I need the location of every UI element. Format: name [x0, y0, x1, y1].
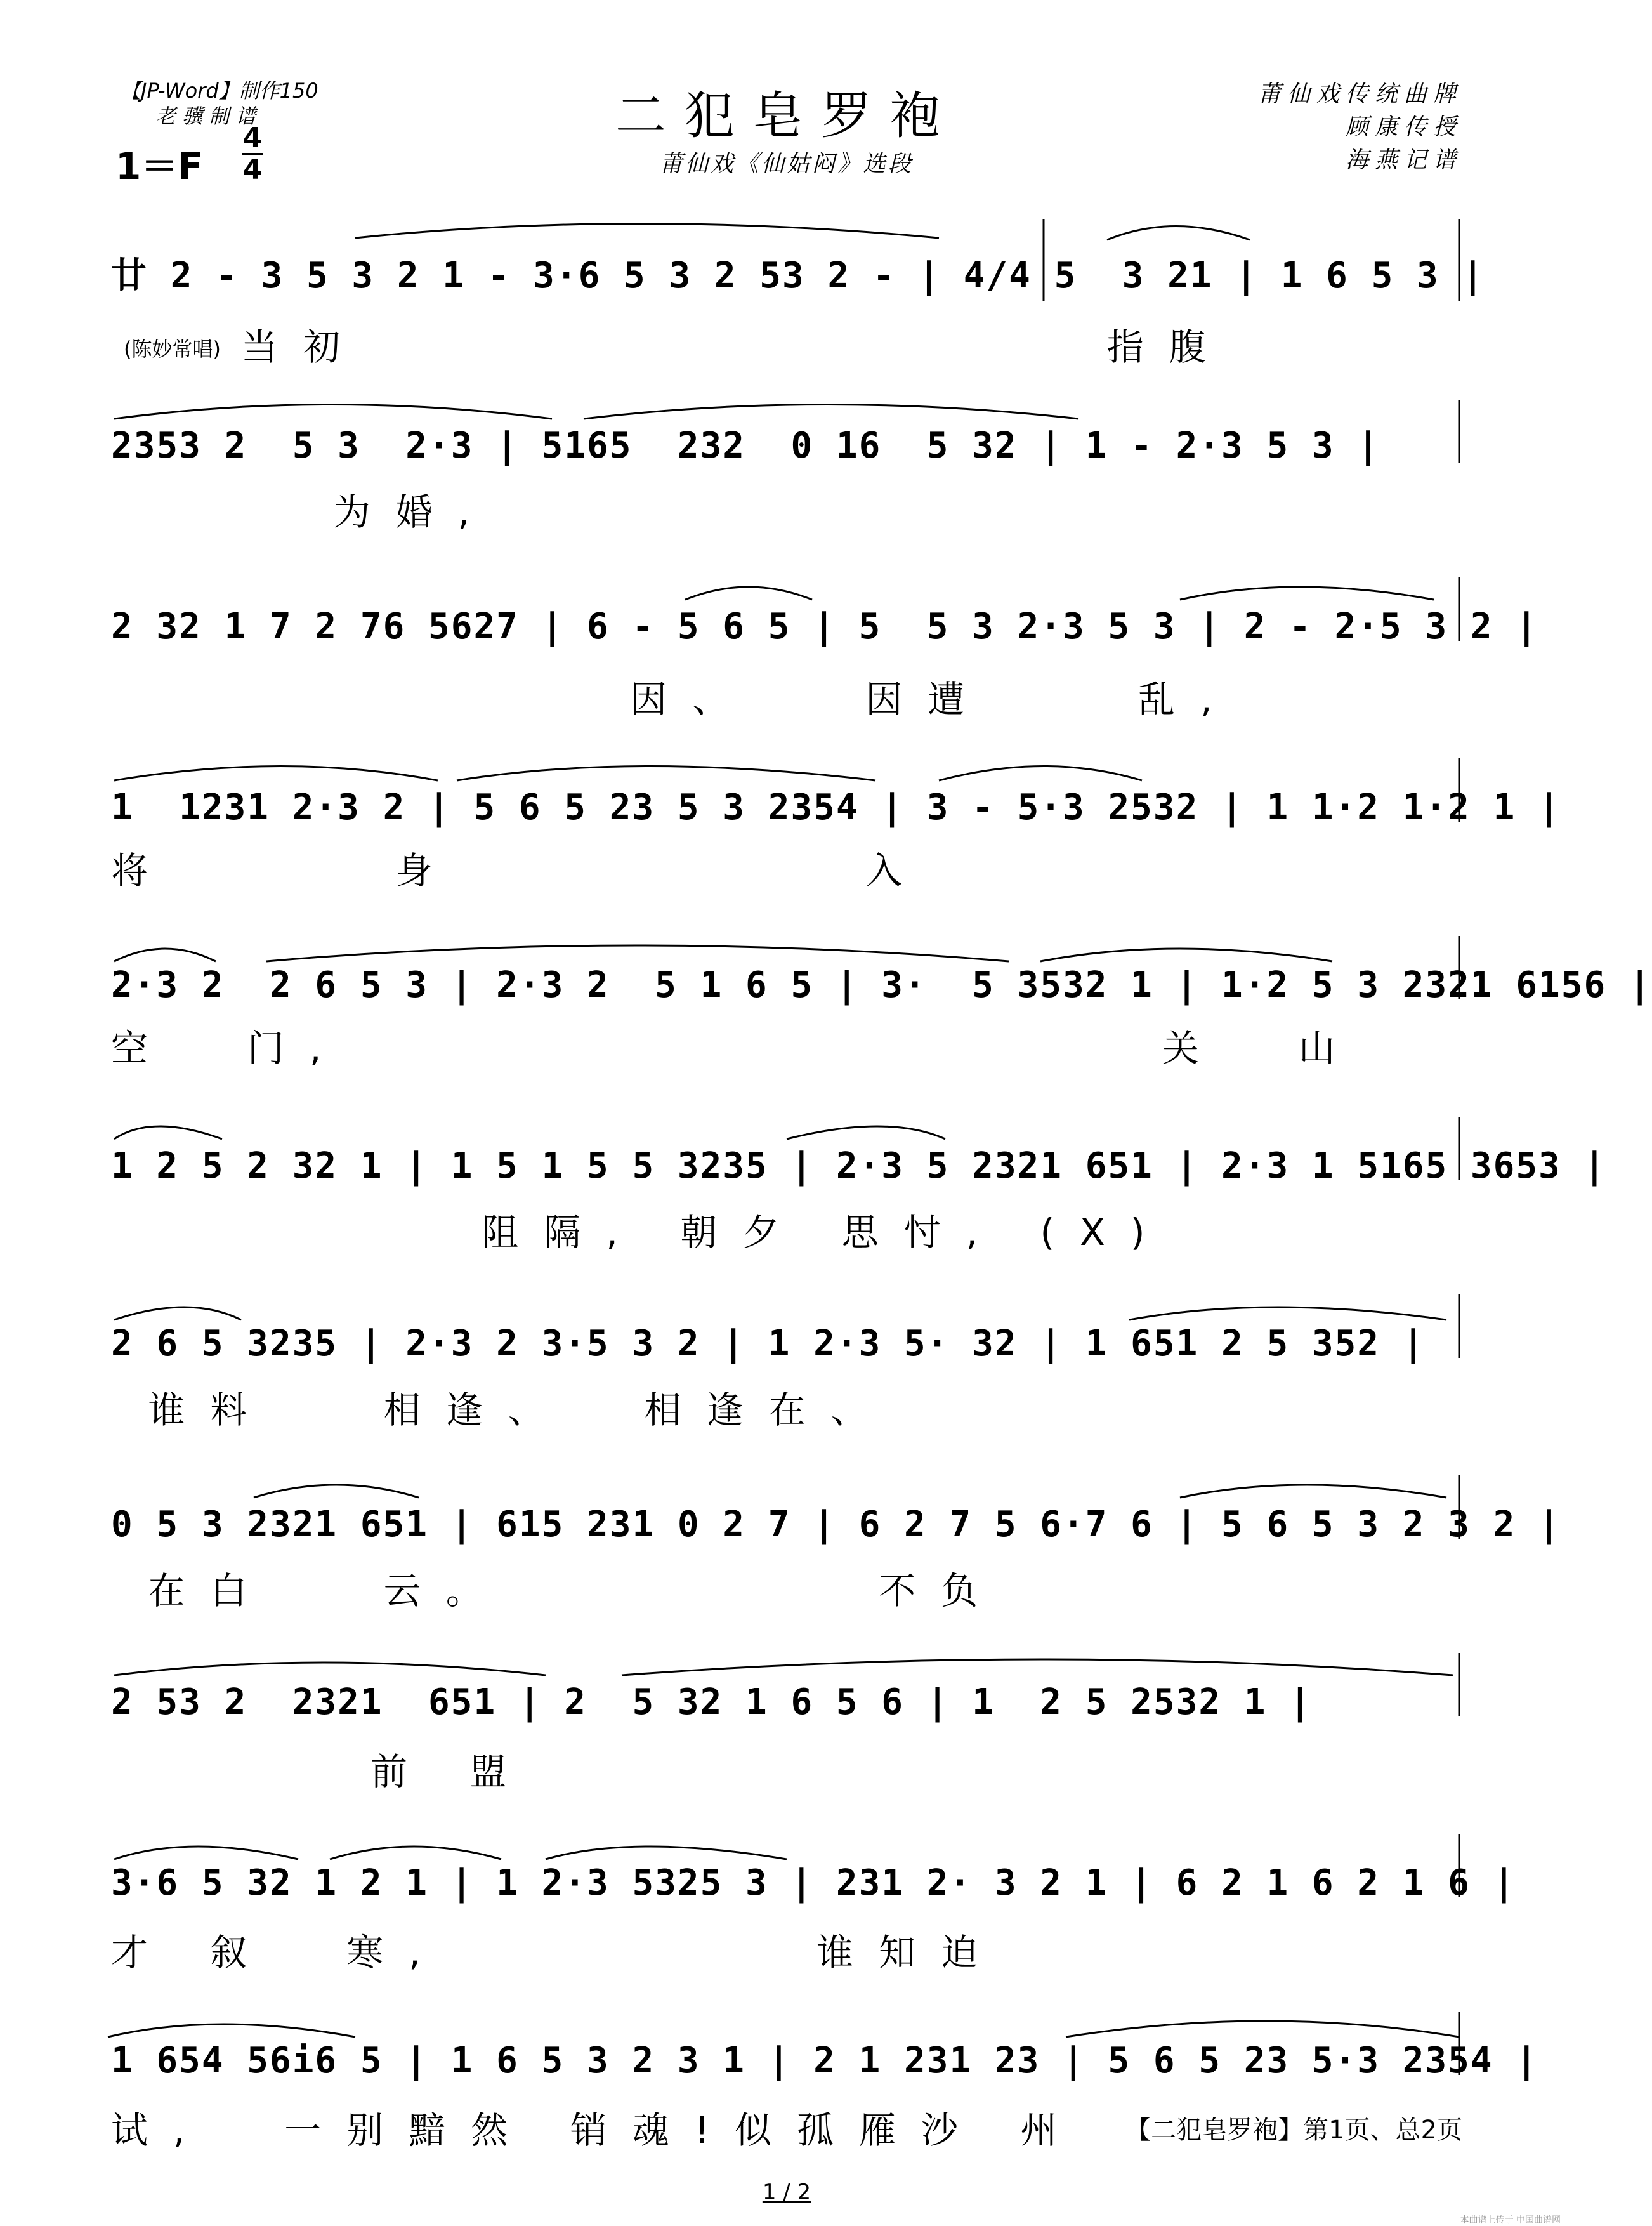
system-7-notes: 2 6 5 3235 | 2·3 2 3·5 3 2 | 1 2·3 5· 32 | 1 651 2 5 352 |	[111, 1323, 1426, 1364]
time-signature-top: 4	[242, 122, 263, 154]
system-8-notes: 0 5 3 2321 651 | 615 231 0 2 7 | 6 2 7 5 6·7 6 | 5 6 5 3 2 3 2 |	[111, 1504, 1561, 1545]
system-6-lyrics: 阻隔, 朝夕 思忖, (X)	[111, 1211, 1170, 1254]
credit-teacher: 顾康传授	[1345, 114, 1462, 140]
singer-note: (陈妙常唱)	[124, 337, 221, 361]
system-2-notes: 2353 2 5 3 2·3 | 5165 232 0 16 5 32 | 1 - 2·3 5 3 |	[111, 425, 1380, 466]
watermark: 本曲谱上传于 中国曲谱网	[1460, 2215, 1561, 2225]
tool-credit: 【JP-Word】制作150	[121, 79, 318, 103]
page-footer: 【二犯皂罗袍】第1页、总2页	[1125, 2116, 1462, 2145]
system-4-notes: 1 1231 2·3 2 | 5 6 5 23 5 3 2354 | 3 - 5·3 2532 | 1 1·2 1·2 1 |	[111, 787, 1561, 828]
system-11-lyrics: 试, 一别黯然 销魂!似孤雁沙 州	[111, 2109, 1083, 2152]
system-7-lyrics: 谁料 相逢、 相逢在、	[111, 1388, 893, 1432]
system-3-notes: 2 32 1 7 2 76 5627 | 6 - 5 6 5 | 5 5 3 2·3 5 3 | 2 - 2·5 3 2 |	[111, 606, 1539, 647]
page-title: 二犯皂罗袍	[615, 86, 958, 145]
system-3-lyrics: 因、 因遭 乱,	[111, 678, 1238, 721]
system-9-notes: 2 53 2 2321 651 | 2 5 32 1 6 5 6 | 1 2 5 2532 1 |	[111, 1682, 1312, 1723]
system-2-lyrics: 为婚,	[111, 491, 495, 534]
system-4-lyrics: 将 身 入	[111, 849, 928, 892]
page-number-text: 1 / 2	[762, 2180, 811, 2205]
credit-notation: 海燕记谱	[1345, 147, 1462, 173]
system-9-lyrics: 前 盟	[111, 1750, 532, 1793]
system-8-lyrics: 在白 云。 不负	[111, 1569, 1004, 1612]
credit-origin: 莆仙戏传统曲牌	[1257, 81, 1462, 107]
system-10-lyrics: 才 叙 寒, 谁知迫	[111, 1931, 1004, 1974]
engraver-credit: 老 骥 制 谱	[155, 104, 256, 128]
system-5-lyrics: 空 门, 关 山	[111, 1027, 1361, 1070]
page-number	[0, 2180, 1573, 2205]
system-1-notes: 廿 2 - 3 5 3 2 1 - 3·6 5 3 2 53 2 - | 4/4 5 3 21 | 1 6 5 3 |	[111, 255, 1485, 296]
system-11-notes: 1 654 56i6 5 | 1 6 5 3 2 3 1 | 2 1 231 23 | 5 6 5 23 5·3 2354 |	[111, 2040, 1539, 2081]
time-signature	[242, 124, 263, 185]
system-5-notes: 2·3 2 2 6 5 3 | 2·3 2 5 1 6 5 | 3· 5 3532 1 | 1·2 5 3 2321 6156 |	[111, 965, 1652, 1006]
time-signature-bottom: 4	[242, 154, 263, 186]
system-1-lyrics: 当初 指腹	[241, 326, 1231, 369]
system-10-notes: 3·6 5 32 1 2 1 | 1 2·3 5325 3 | 231 2· 3 2 1 | 6 2 1 6 2 1 6 |	[111, 1862, 1516, 1904]
key-signature: 1＝F	[115, 145, 203, 188]
system-6-notes: 1 2 5 2 32 1 | 1 5 1 5 5 3235 | 2·3 5 2321 651 | 2·3 1 5165 3653 |	[111, 1145, 1607, 1187]
page-subtitle: 莆仙戏《仙姑闷》选段	[659, 151, 914, 177]
